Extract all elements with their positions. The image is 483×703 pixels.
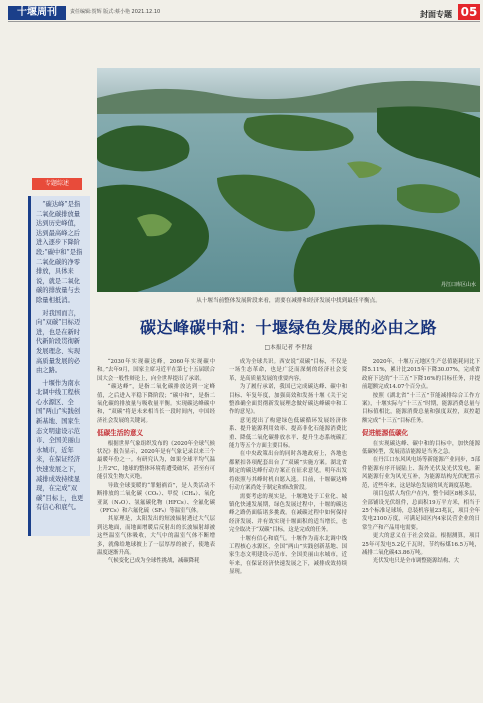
header-divider xyxy=(8,21,480,22)
photo-caption: 从十堰当前整体发展阶段来看，需要在减排和经济发展中找到最佳平衡点。 xyxy=(196,298,381,304)
article-paragraph: 为了履行承诺，我国已完成碳达峰、碳中和目标、年复年度，加强高效和发扬十堰《关于完整准确全面贯彻新发展理念做好碳达峰碳中和工作的意见》。 xyxy=(229,384,347,416)
article-headline: 碳达峰碳中和：十堰绿色发展的必由之路 xyxy=(139,318,437,337)
paper-logo: 十堰周刊 xyxy=(8,6,66,20)
sidebar-paragraph: 十堰作为南水北调中线工程核心水源区、全国“两山”实践创新基地、国家生态文明建设示范市、全国美丽山水城市，近年来，在保证经济快速发展之下，减排成效持续显现，在完成“双碳”目标上，也更有信心和底气。 xyxy=(36,379,84,512)
article-paragraph: 在丹江口东风风电场等新能源产业同步，5部件能源有序开展陆上、海外光伏及光伏发电，新风能源行业为风光互补，为能源结构光伏配置示范，近些年来，这是绿色发展的风光调度基地。 xyxy=(362,457,480,489)
article-paragraph: 气候变化已成为全球性挑战，减碳降耗 xyxy=(107,558,200,565)
article-paragraph: 项目包括人均住户在内，整个园区8栋多层，全部铺设光伏组件，总面积19万平方米，相当于25个标准足球场，总装机容量23兆瓦，项目全年发电2100万度，可满足园区内4家民营企业的日常生产和产品用电需要。 xyxy=(362,491,480,531)
article-paragraph: 十堰有信心和底气。十堰作为南水北调中线工程核心水源区，全国“两山”实践创新基地、国家生态文明建设示范市、全国美丽山水城市，近年来，在保证经济快速发展之下，减排成效持续显现。 xyxy=(229,535,347,576)
sidebar-paragraph: 对我国而言，向“双碳”目标迈进，也是在新时代新阶段贯彻新发展理念、实现高质量发展的必由之路。 xyxy=(36,309,81,375)
article-paragraph: 更大的意义在于社会效益。根据测算，项目25年可发电5.2亿千瓦时，节约标煤16.5万吨，减排二氧化碳43.86万吨。 xyxy=(362,533,480,556)
page-header xyxy=(0,0,483,22)
article-paragraph: 在中央政策出台的同时各地政府上，各地也都紧扣各项配套出台了“双碳”实施方案。湖北省制定的碳达峰行动方案正在征求意见，明年出发将依照与其峰时机自愿入选。目前，十堰碳达峰行动方案尚处于制定和修改阶段。 xyxy=(229,451,347,492)
article-paragraph: 成为全球共识。西安说“双碳”目标，不仅是一场生态革命，也是广泛而深刻的经济社会变革，是高质量发展的重要内容。 xyxy=(229,359,347,382)
sidebar-paragraph: “碳达峰”是指二氧化碳排放量达到历史峰值，达到最高峰之后进入逐步下降阶段;“碳中和”是指二氧化碳的净零排放，具体来说，就是二氧化碳的排放量与去除量相抵消。 xyxy=(36,201,83,304)
article-paragraph: 根据世界气象组织发布的《2020年全球气候状况》报告显示，2020年是有气象记录以来三个最暖年份之一。有研究认为，如果全球平均气温上升2℃，地球的整体环境将遭受破坏，甚至有可能引发生物大灭绝。 xyxy=(97,440,215,481)
landscape-illustration xyxy=(97,68,480,292)
subheading: 低碳生活的意义 xyxy=(97,429,144,438)
article-column-1 xyxy=(97,358,215,566)
article-paragraph: “2030年实现碳达峰，2060年实现碳中和。”去年9月，国家主席习近平在第七十五届联合国大会一般性辩论上，向全世界提出了承诺。 xyxy=(97,359,215,382)
article-paragraph: 导致全球变暖的“罪魁祸首”，是人类活动不断排放的二氧化碳（CO₂）、甲烷（CH₄）、氧化亚氮（N₂O）、氢氟碳化物（HFCs）、全氟化碳（PFCs）和六氟化硫（SF₆）等温室气体。 xyxy=(97,482,215,514)
subheading: 促进能源低碳化 xyxy=(362,429,409,438)
photo-credit: 丹江口库区山水 xyxy=(440,282,476,288)
article-paragraph: 需要考虑的现实是，十堰地处于工业化、城镇化快速发展期，绿色发展过程中，十堰的碳达峰之路仍面临诸多挑战。在减碳过程中如何保持经济发展、并有效实现十堰面积的适当增长，也完全取决于“双碳”目标，这是完成的任务。 xyxy=(229,493,347,534)
article-column-2 xyxy=(229,358,347,577)
editor-credits: 责任编辑:贺辉 版式:蔡小艳 2021.12.10 xyxy=(70,9,161,15)
article-paragraph: 在实现碳达峰、碳中和的目标中，加快能源低碳转型，发展清洁能源是当务之急。 xyxy=(362,440,480,456)
article-paragraph: 2020年，十堰万元地区生产总值能耗同比下降5.11%，累计比2015年下降30.07%，完成省政府下达的“十三五”下降16%的目标任务，并提前超额完成14.07个百分点。 xyxy=(362,359,480,391)
article-paragraph: 其原理是，太阳发出的短波辐射透过大气层到达地面，而地面增暖后反射出的长波辐射却被这些温室气体吸收，大气中的温室气体不断增多，就像给地球披上了一层厚厚的被子，使地表温度逐渐升高。 xyxy=(97,516,215,556)
page-number: 05 xyxy=(458,4,480,20)
sidebar-label: 专题综述 xyxy=(32,178,82,190)
article-column-3 xyxy=(362,358,480,566)
reservoir-aerial-photo xyxy=(97,68,480,292)
article-paragraph: 光伏发电只是全市调整能源结构、大 xyxy=(372,558,460,565)
sidebar-summary xyxy=(28,196,90,536)
article-byline: □本报记者 李世磊 xyxy=(264,345,313,351)
article-paragraph: 按照《湖北省“十三五”节能减排综合工作方案》，十堰实际与“十三五”时期，能源消费总量与目标值相比，能源消费总量和强度双控，双控超额完成“十三五”目标任务。 xyxy=(362,392,480,424)
article-paragraph: 意见提出了构建绿色低碳循环发展经济体系、提升能源利用效率、提高非化石能源消费比重、降低二氧化碳排放水平、提升生态系统碳汇能力等五个方面主要目标。 xyxy=(229,417,347,450)
section-title: 封面专题 xyxy=(420,10,452,19)
article-paragraph: “碳达峰”，是指二氧化碳排放达到一定峰值，之后进入平稳下降阶段；“碳中和”，是指二氧化碳的排放量与吸收量平衡。实现碳达峰碳中和，“双碳”将是未来相当长一段时间内，中国经济社会发展的关键词。 xyxy=(97,384,215,424)
